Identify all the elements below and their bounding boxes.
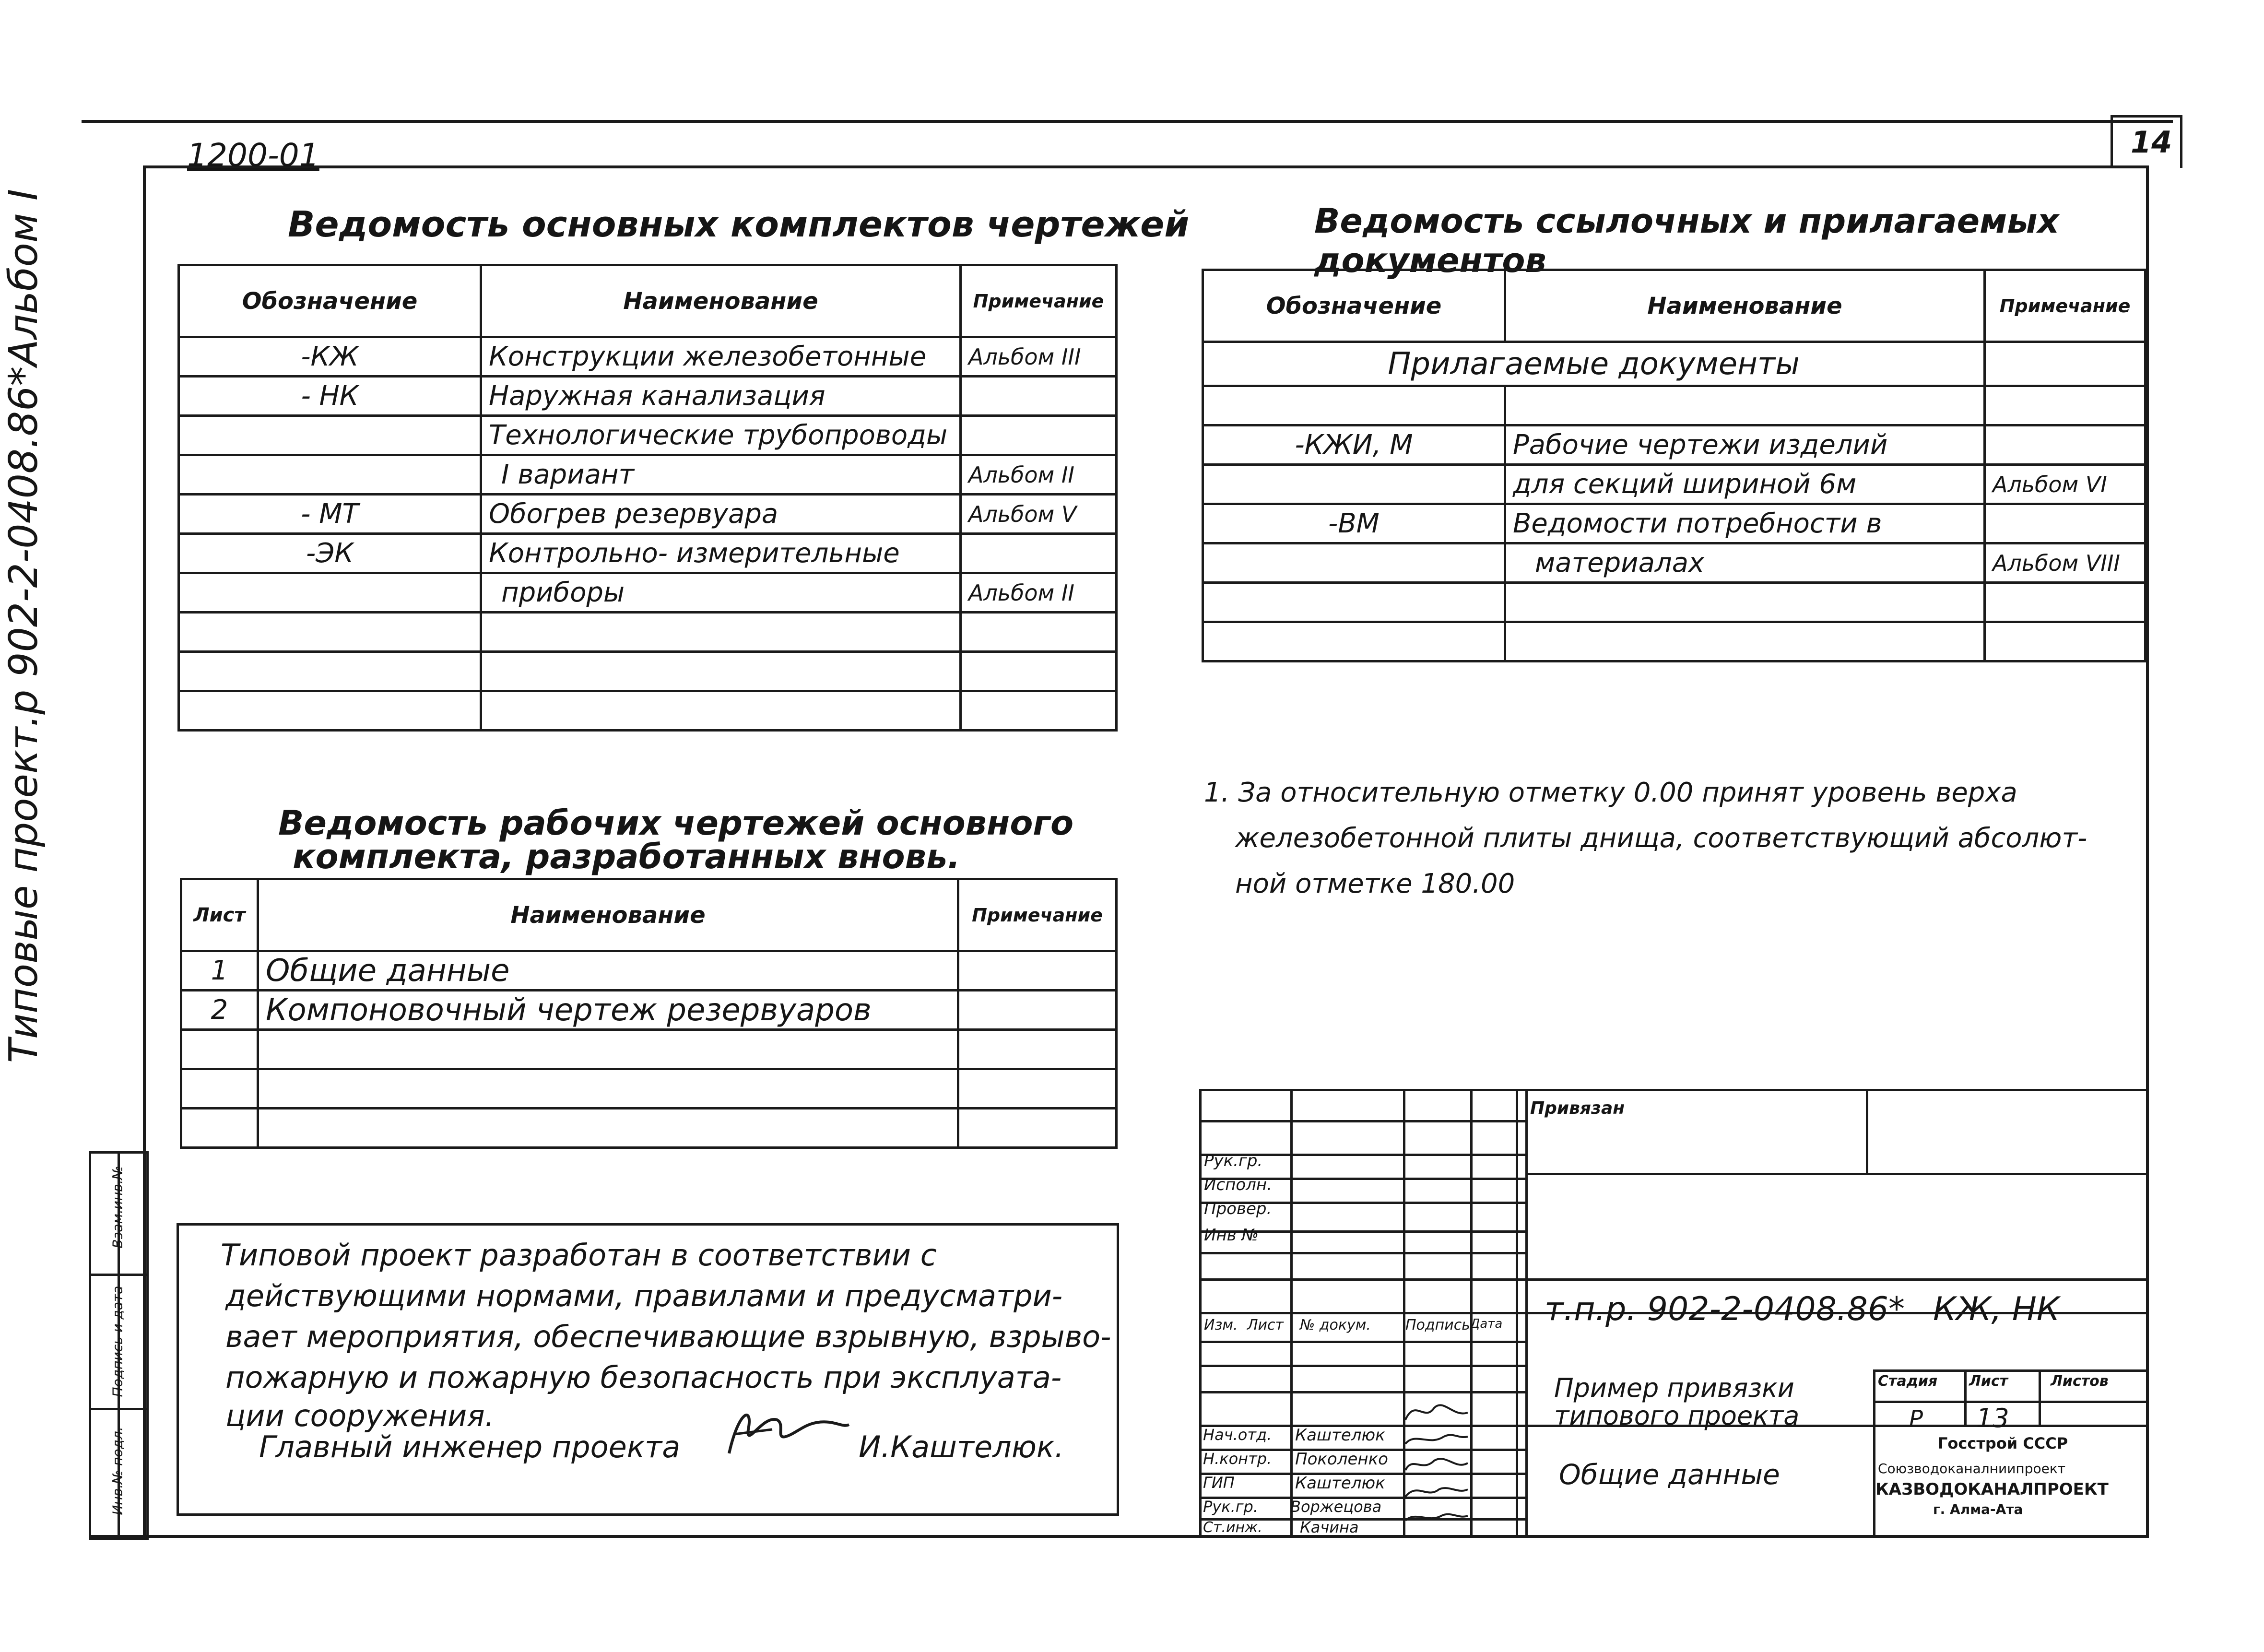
org-line-1: Госстрой СССР: [1938, 1434, 2068, 1452]
stamp-marks: КЖ, НК: [1933, 1290, 2060, 1328]
table-row: [1203, 622, 2146, 661]
ref-docs-title: Ведомость ссылочных и прилагаемых документов: [1314, 201, 2059, 280]
note-line-3: ной отметке 180.00: [1235, 868, 1515, 899]
table-row: -КЖ Конструкции железобетонные Альбом III: [179, 337, 1117, 377]
org-line-4: г. Алма-Ата: [1933, 1501, 2023, 1517]
signatory-role-2: Н.контр.: [1203, 1450, 1272, 1468]
stamp-col-sign: Подпись: [1405, 1317, 1470, 1333]
stamp-title: Пример привязки типового проекта: [1554, 1373, 1800, 1431]
stamp-sheet-label: Лист: [1969, 1373, 2008, 1390]
stamp-linked-label: Привязан: [1530, 1098, 1625, 1118]
org-line-2: Союзводоканалниипроект: [1878, 1461, 2066, 1476]
col-name: Наименование: [1505, 270, 1985, 342]
main-sets-table: [177, 264, 1118, 732]
stamp-sheet-value: 13: [1976, 1403, 2009, 1433]
stamp-sheets-label: Листов: [2051, 1373, 2109, 1390]
table-row: [181, 1069, 1117, 1109]
table-row: [1203, 583, 2146, 622]
col-name: Наименование: [258, 879, 958, 951]
working-drawings-title-2: комплекта, разработанных вновь.: [293, 837, 960, 876]
stamp-sheet-title: Общие данные: [1559, 1458, 1780, 1491]
signatory-name-1: Каштелюк: [1295, 1426, 1385, 1445]
main-sets-title: Ведомость основных комплектов чертежей: [288, 204, 1190, 245]
compliance-line-5: ции сооружения.: [225, 1398, 495, 1433]
table-row: [179, 613, 1117, 652]
table-row: [179, 652, 1117, 691]
table-row: материалах Альбом VIII: [1203, 543, 2146, 583]
col-designation: Обозначение: [1203, 270, 1505, 342]
working-drawings-table: [180, 878, 1118, 1149]
table-row: [181, 1109, 1117, 1148]
note-line-2: железобетонной плиты днища, соответствующий абсолют-: [1235, 823, 2087, 854]
col-designation: Обозначение: [179, 265, 481, 337]
col-name: Наименование: [481, 265, 961, 337]
table-row: -ВМ Ведомости потребности в: [1203, 504, 2146, 543]
top-rule: [82, 120, 2173, 123]
table-row: [181, 1030, 1117, 1069]
signatory-role-5: Ст.инж.: [1203, 1519, 1262, 1536]
compliance-line-1: Типовой проект разработан в соответствии с: [221, 1238, 937, 1273]
section-label: Прилагаемые документы: [1203, 342, 1985, 386]
side-title: Типовые проект.р 902-2-0408.86*Альбом I: [1, 189, 47, 1063]
signatory-name-4: Воржецова: [1290, 1498, 1382, 1516]
side-stamp-cell-2: Подпись и дата: [109, 1286, 126, 1397]
stamp-role-3: Провер.: [1204, 1199, 1272, 1218]
table-row: - МТ Обогрев резервуара Альбом V: [179, 495, 1117, 534]
org-line-3: КАЗВОДОКАНАЛПРОЕКТ: [1875, 1480, 2109, 1499]
signature-name: И.Каштелюк.: [859, 1429, 1064, 1464]
table-row: для секций шириной 6м Альбом VI: [1203, 465, 2146, 504]
note-line-1: 1. За относительную отметку 0.00 принят уровень верха: [1204, 777, 2017, 808]
signatory-role-3: ГИП: [1203, 1474, 1235, 1492]
col-note: Примечание: [958, 879, 1117, 951]
table-row: - НК Наружная канализация: [179, 377, 1117, 416]
signature-role: Главный инженер проекта: [259, 1429, 681, 1464]
ref-docs-table: [1202, 269, 2146, 662]
table-row: I вариант Альбом II: [179, 455, 1117, 495]
table-row: -ЭК Контрольно- измерительные: [179, 534, 1117, 573]
stamp-stage-value: Р: [1909, 1405, 1923, 1432]
col-note: Примечание: [1985, 270, 2146, 342]
stamp-col-list: Лист: [1247, 1317, 1284, 1333]
compliance-line-3: вает мероприятия, обеспечивающие взрывную, взрыво-: [225, 1319, 1111, 1354]
frame-top: [144, 165, 2149, 168]
sheet-number: 14: [2131, 125, 2172, 160]
stamp-designation: т.п.р. 902-2-0408.86*: [1545, 1290, 1905, 1328]
table-row: -КЖИ, М Рабочие чертежи изделий: [1203, 425, 2146, 465]
stamp-col-doc: № докум.: [1300, 1317, 1371, 1333]
signatory-name-2: Поколенко: [1295, 1450, 1388, 1469]
sheet-code: 1200-01: [187, 137, 319, 174]
working-drawings-title-1: Ведомость рабочих чертежей основного: [278, 803, 1074, 843]
stamp-col-izm: Изм.: [1204, 1317, 1238, 1333]
table-row: [179, 691, 1117, 731]
stamp-col-date: Дата: [1470, 1317, 1503, 1331]
table-row: 2 Компоновочный чертеж резервуаров: [181, 991, 1117, 1030]
signatory-name-3: Каштелюк: [1295, 1474, 1385, 1493]
col-sheet: Лист: [181, 879, 258, 951]
stamp-signatures-icon: [1401, 1393, 1473, 1533]
signature-scribble-icon: [719, 1401, 854, 1463]
table-row: Технологические трубопроводы: [179, 416, 1117, 455]
compliance-line-2: действующими нормами, правилами и предусматри-: [225, 1278, 1063, 1313]
stamp-role-4: Инв №: [1204, 1226, 1259, 1245]
signatory-role-4: Рук.гр.: [1203, 1498, 1259, 1516]
side-stamp-cell-1: Инв.№ подл.: [109, 1427, 126, 1515]
side-stamp-cell-3: Взам.инв.№: [109, 1166, 126, 1249]
signatory-name-5: Качина: [1300, 1518, 1359, 1536]
stamp-role-1: Рук.гр.: [1204, 1151, 1263, 1170]
table-row: приборы Альбом II: [179, 573, 1117, 613]
signatory-role-1: Нач.отд.: [1203, 1426, 1272, 1444]
table-row: [1203, 386, 2146, 425]
stamp-role-2: Исполн.: [1204, 1175, 1272, 1194]
compliance-line-4: пожарную и пожарную безопасность при эксплуата-: [225, 1360, 1062, 1395]
stamp-stage-label: Стадия: [1878, 1373, 1938, 1390]
table-row: 1 Общие данные: [181, 951, 1117, 991]
col-note: Примечание: [961, 265, 1117, 337]
